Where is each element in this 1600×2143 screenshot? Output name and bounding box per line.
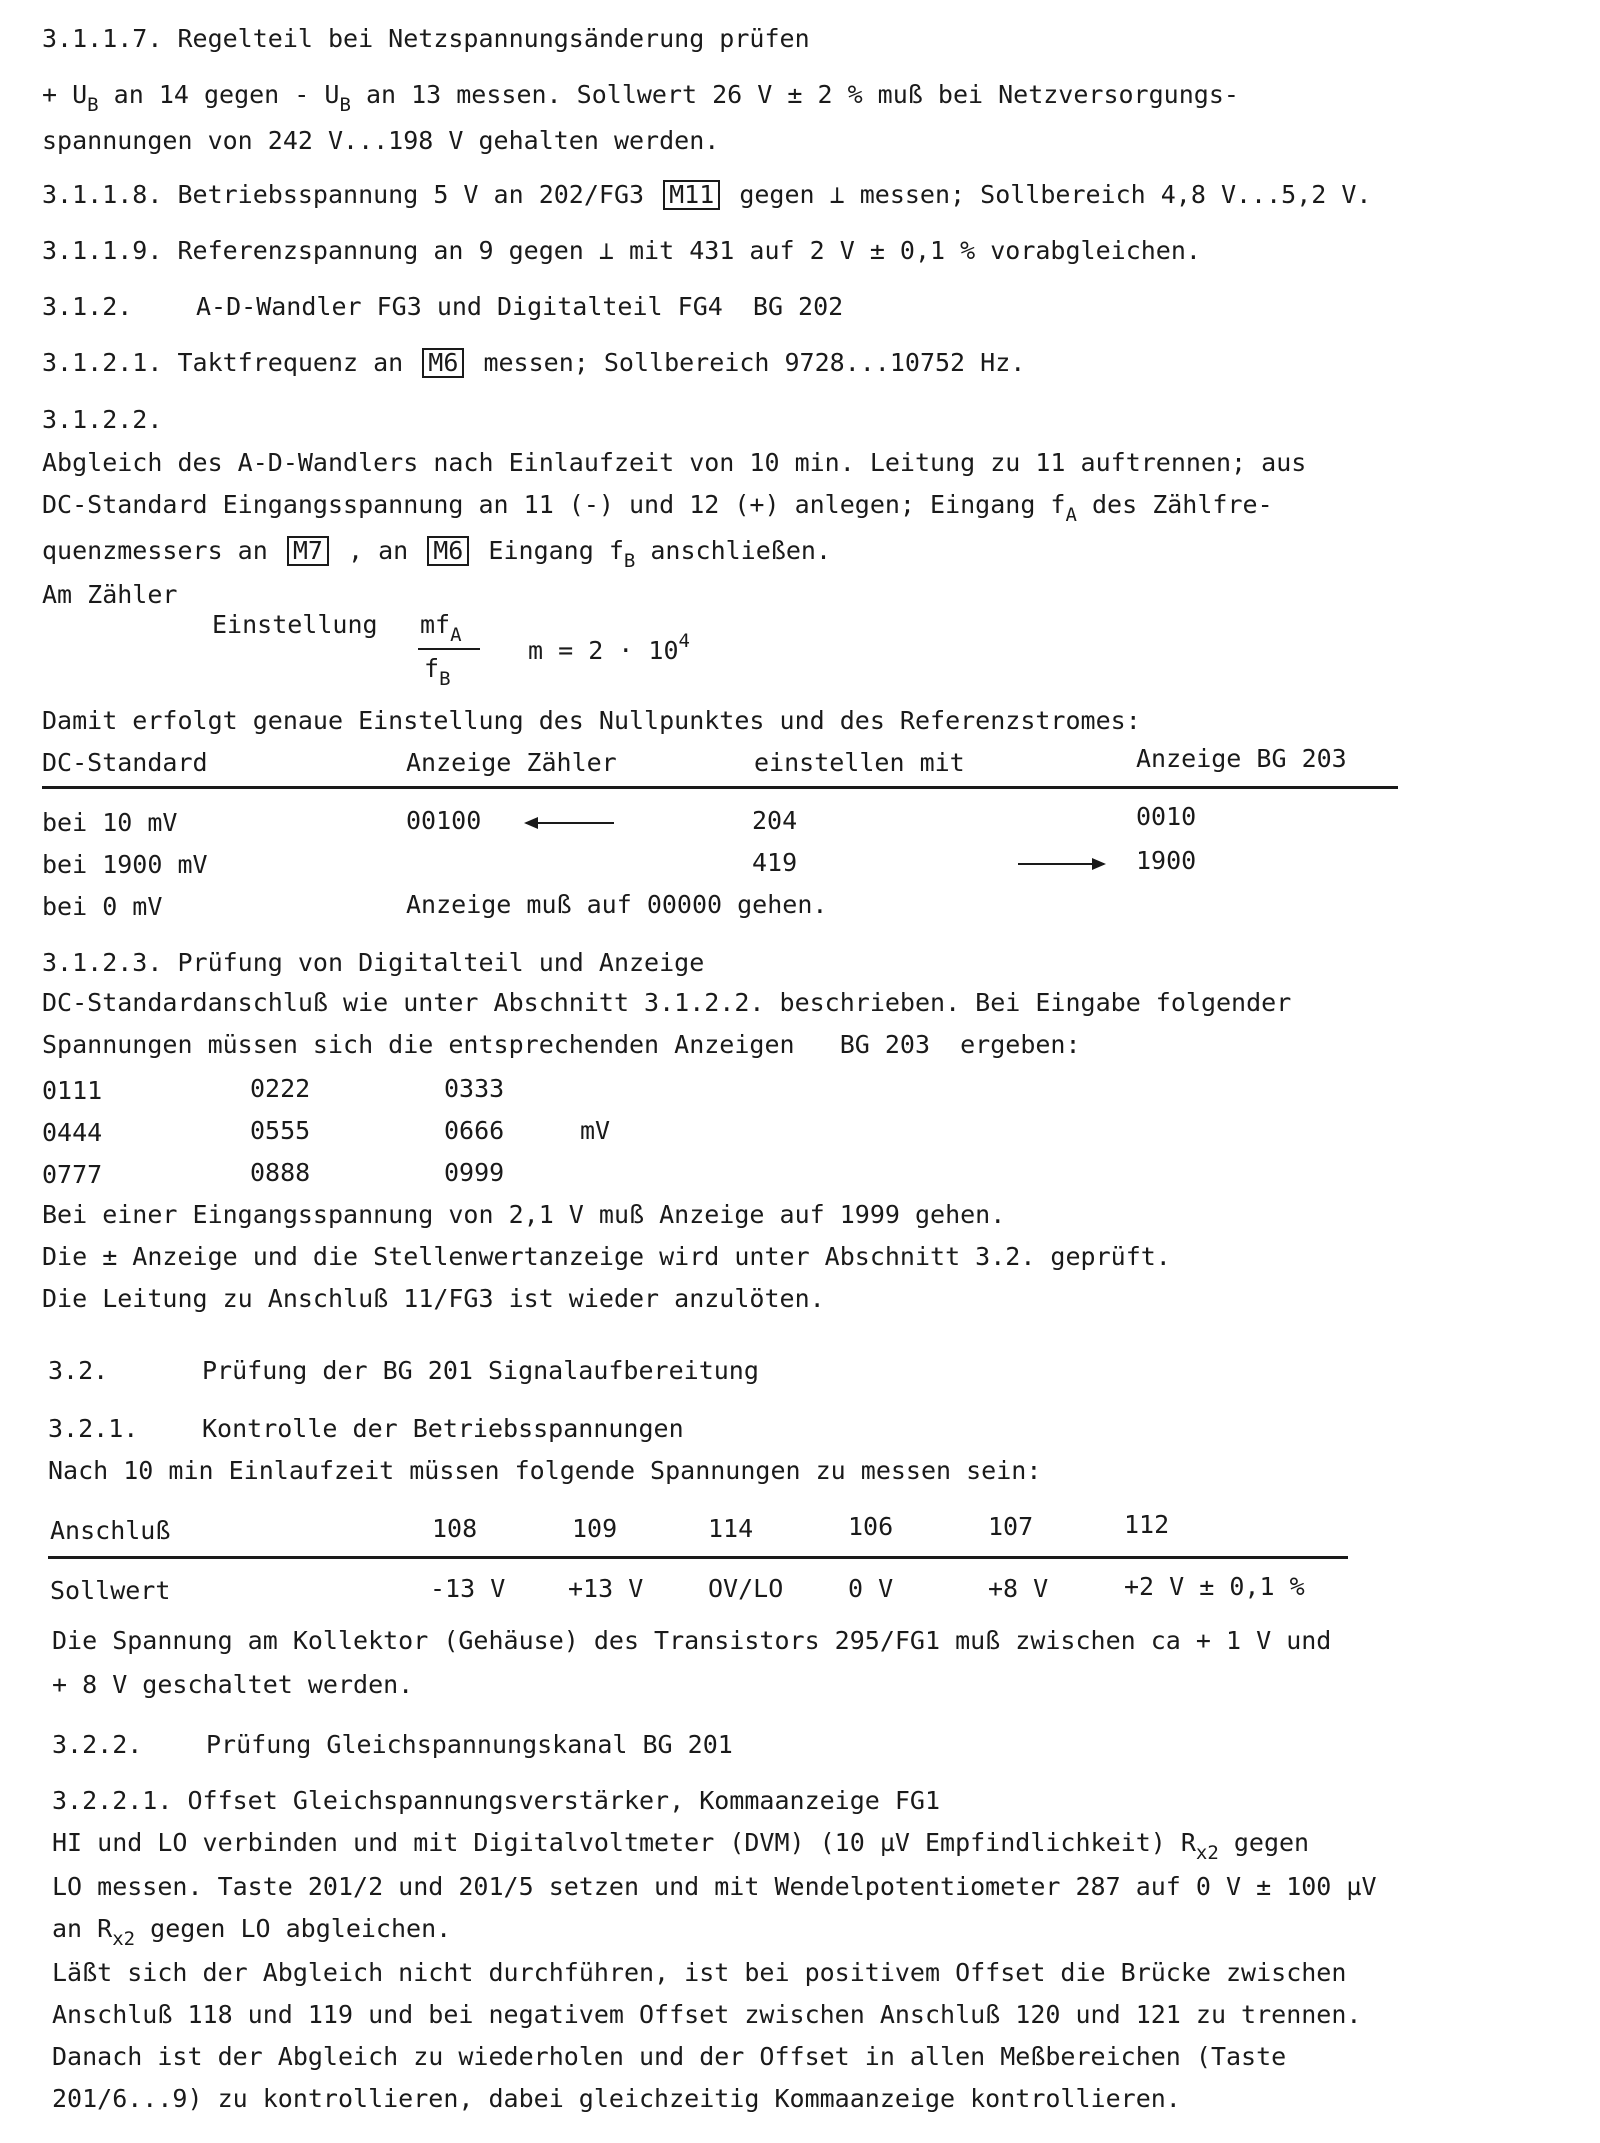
text-3123-line2: Spannungen müssen sich die entsprechenden Anzeigen BG 203 ergeben: <box>42 1030 1081 1059</box>
text-3221-line5: Anschluß 118 und 119 und bei negativem Offset zwischen Anschluß 120 und 121 zu trennen. <box>52 2000 1362 2029</box>
table2-col: 107 <box>988 1512 1034 1541</box>
measure-point-m6: M6 <box>422 348 464 378</box>
heading-312: A-D-Wandler FG3 und Digitalteil FG4 BG 202 <box>196 292 844 321</box>
table1-rule <box>42 786 1398 789</box>
grid-cell: 0333 <box>444 1074 505 1103</box>
table1-row1-adjust: 204 <box>752 806 798 835</box>
text-am-zaehler: Am Zähler <box>42 580 178 609</box>
table1-row3-note: Anzeige muß auf 00000 gehen. <box>406 890 828 919</box>
grid-cell: 0555 <box>250 1116 311 1145</box>
table1-row3-dc: bei 0 mV <box>42 892 163 921</box>
fraction-numerator: $mf_A$ <box>420 610 462 646</box>
table2-val: +2 V ± 0,1 % <box>1124 1572 1305 1601</box>
text-3221-line2: LO messen. Taste 201/2 und 201/5 setzen und mit Wendelpotentiometer 287 auf 0 V ± 100 µV <box>52 1872 1377 1901</box>
grid-cell: 0444 <box>42 1118 103 1147</box>
label-einstellung: Einstellung <box>212 610 378 639</box>
fraction-denominator: $f_B$ <box>424 654 451 690</box>
table2-val: +8 V <box>988 1574 1049 1603</box>
measure-point-m6-second: M6 <box>427 536 469 566</box>
heading-321-number: 3.2.1. <box>48 1414 139 1443</box>
text-3123-line3: Bei einer Eingangsspannung von 2,1 V muß Anzeige auf 1999 gehen. <box>42 1200 1006 1229</box>
table1-row1-dc: bei 10 mV <box>42 808 178 837</box>
table2-col: 112 <box>1124 1510 1170 1539</box>
text-321b-line1: Die Spannung am Kollektor (Gehäuse) des Transistors 295/FG1 muß zwischen ca + 1 V und <box>52 1626 1332 1655</box>
formula-m: $m = 2 \cdot 10^4$ <box>528 630 690 665</box>
text-3221-line3: an $R_{x2}$ gegen LO abgleichen. <box>52 1914 452 1950</box>
grid-cell: 0111 <box>42 1076 103 1105</box>
grid-cell: 0666 <box>444 1116 505 1145</box>
table2-col: 106 <box>848 1512 894 1541</box>
text-3221-line4: Läßt sich der Abgleich nicht durchführen, ist bei positivem Offset die Brücke zwischen <box>52 1958 1347 1987</box>
text-3122-line1: Abgleich des A-D-Wandlers nach Einlaufzeit von 10 min. Leitung zu 11 auftrennen; aus <box>42 448 1307 477</box>
table2-col: 114 <box>708 1514 754 1543</box>
table1-row1-display: 0010 <box>1136 802 1197 831</box>
table2-val: 0 V <box>848 1574 894 1603</box>
table1-header-dc-standard: DC-Standard <box>42 748 208 777</box>
heading-32: Prüfung der BG 201 Signalaufbereitung <box>202 1356 759 1385</box>
text-3117-line2: spannungen von 242 V...198 V gehalten werden. <box>42 126 720 155</box>
grid-unit: mV <box>580 1116 611 1145</box>
text-3122-line3: quenzmessers an M7 , an M6 Eingang $f_B$ anschließen. <box>42 536 831 572</box>
heading-322-number: 3.2.2. <box>52 1730 143 1759</box>
table2-val: OV/LO <box>708 1574 784 1603</box>
heading-3117: 3.1.1.7. Regelteil bei Netzspannungsänderung prüfen <box>42 24 810 53</box>
arrow-right-icon <box>1018 863 1104 865</box>
heading-3123: 3.1.2.3. Prüfung von Digitalteil und Anzeige <box>42 948 705 977</box>
table1-row2-display: 1900 <box>1136 846 1197 875</box>
table1-row1-counter: 00100 <box>406 806 482 835</box>
text-3117-line1: + $U_B$ an 14 gegen - $U_B$ an 13 messen. Sollwert 26 V ± 2 % muß bei Netzversorgungs- <box>42 80 1239 116</box>
grid-cell: 0222 <box>250 1074 311 1103</box>
heading-3122: 3.1.2.2. <box>42 405 163 434</box>
text-3221-line7: 201/6...9) zu kontrollieren, dabei gleichzeitig Kommaanzeige kontrollieren. <box>52 2084 1181 2113</box>
grid-cell: 0888 <box>250 1158 311 1187</box>
table2-col: 108 <box>432 1514 478 1543</box>
heading-32-number: 3.2. <box>48 1356 109 1385</box>
grid-cell: 0999 <box>444 1158 505 1187</box>
text-3123-line4: Die ± Anzeige und die Stellenwertanzeige wird unter Abschnitt 3.2. geprüft. <box>42 1242 1171 1271</box>
text-3123-line5: Die Leitung zu Anschluß 11/FG3 ist wieder anzulöten. <box>42 1284 825 1313</box>
heading-322: Prüfung Gleichspannungskanal BG 201 <box>206 1730 733 1759</box>
table2-col: 109 <box>572 1514 618 1543</box>
measure-point-m11: M11 <box>663 180 720 210</box>
heading-312-number: 3.1.2. <box>42 292 133 321</box>
text-3118: 3.1.1.8. Betriebsspannung 5 V an 202/FG3 M11 gegen ⊥ messen; Sollbereich 4,8 V...5,2 V. <box>42 180 1372 209</box>
table2-label-sollwert: Sollwert <box>50 1576 171 1605</box>
text-3121: 3.1.2.1. Taktfrequenz an M6 messen; Sollbereich 9728...10752 Hz. <box>42 348 1026 377</box>
text-3221-line6: Danach ist der Abgleich zu wiederholen und der Offset in allen Meßbereichen (Taste <box>52 2042 1287 2071</box>
table1-header-einstellen-mit: einstellen mit <box>754 748 965 777</box>
table1-header-anzeige-zaehler: Anzeige Zähler <box>406 748 617 777</box>
text-3122-line2: DC-Standard Eingangsspannung an 11 (-) und 12 (+) anlegen; Eingang $f_A$ des Zählfre- <box>42 490 1273 526</box>
measure-point-m7: M7 <box>287 536 329 566</box>
table1-row2-adjust: 419 <box>752 848 798 877</box>
text-3221-line1: HI und LO verbinden und mit Digitalvoltmeter (DVM) (10 µV Empfindlichkeit) $R_{x2}$ gegen <box>52 1828 1310 1864</box>
table2-val: -13 V <box>430 1574 506 1603</box>
grid-cell: 0777 <box>42 1160 103 1189</box>
text-3119: 3.1.1.9. Referenzspannung an 9 gegen ⊥ mit 431 auf 2 V ± 0,1 % vorabgleichen. <box>42 236 1201 265</box>
text-3123-line1: DC-Standardanschluß wie unter Abschnitt 3.1.2.2. beschrieben. Bei Eingabe folgender <box>42 988 1292 1017</box>
text-321b-line2: + 8 V geschaltet werden. <box>52 1670 414 1699</box>
table2-label-anschluss: Anschluß <box>50 1516 171 1545</box>
table2-val: +13 V <box>568 1574 644 1603</box>
heading-3221: 3.2.2.1. Offset Gleichspannungsverstärker, Kommaanzeige FG1 <box>52 1786 941 1815</box>
arrow-left-icon <box>526 822 614 824</box>
table1-header-anzeige-bg203: Anzeige BG 203 <box>1136 744 1347 773</box>
heading-321: Kontrolle der Betriebsspannungen <box>202 1414 684 1443</box>
fraction-bar <box>418 648 480 650</box>
table1-row2-dc: bei 1900 mV <box>42 850 208 879</box>
text-3122-line5: Damit erfolgt genaue Einstellung des Nullpunktes und des Referenzstromes: <box>42 706 1141 735</box>
table2-rule <box>48 1556 1348 1559</box>
text-321-line1: Nach 10 min Einlaufzeit müssen folgende Spannungen zu messen sein: <box>48 1456 1042 1485</box>
